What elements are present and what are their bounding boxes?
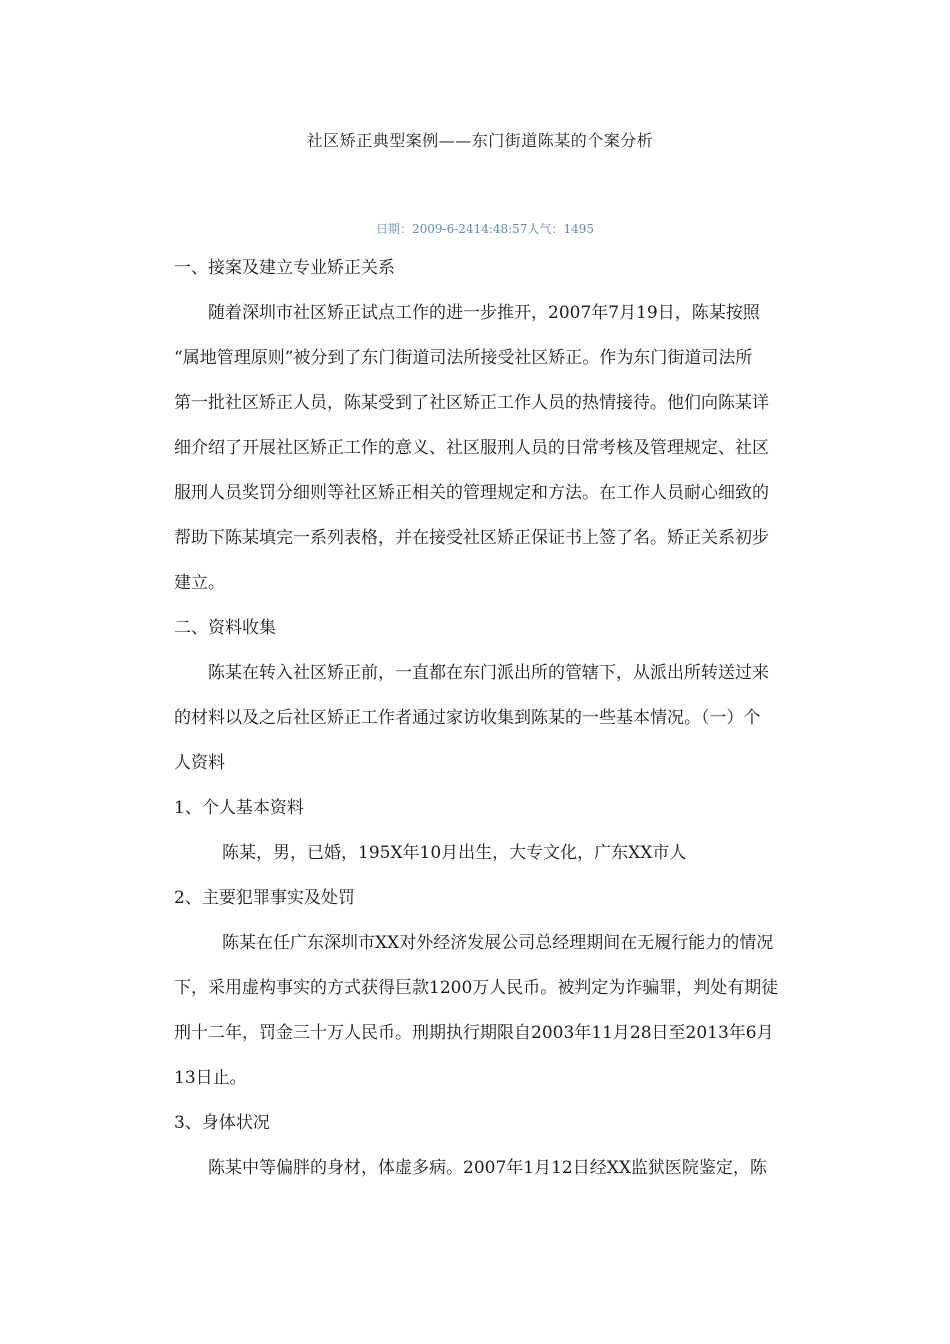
paragraph-line: 刑十二年，罚金三十万人民币。刑期执行期限自2003年11月28日至2013年6月 <box>174 1023 774 1043</box>
subheading-crime-facts: 2、主要犯罪事实及处罚 <box>174 888 355 908</box>
paragraph-line: 陈某，男，已婚，195X年10月出生，大专文化，广东XX市人 <box>222 843 687 863</box>
date-views-meta: 日期：2009-6-2414:48:57人气：1495 <box>376 222 594 236</box>
paragraph-line: “属地管理原则”被分到了东门街道司法所接受社区矫正。作为东门街道司法所 <box>174 348 753 368</box>
subheading-personal-info: 1、个人基本资料 <box>174 798 304 818</box>
paragraph-line: 陈某在任广东深圳市XX对外经济发展公司总经理期间在无履行能力的情况 <box>222 933 774 953</box>
paragraph-line: 13日止。 <box>174 1068 247 1088</box>
document-title: 社区矫正典型案例——东门街道陈某的个案分析 <box>306 131 654 150</box>
section-heading-2: 二、资料收集 <box>174 618 276 638</box>
paragraph-line: 人资料 <box>174 753 225 773</box>
paragraph-line: 陈某中等偏胖的身材，体虚多病。2007年1月12日经XX监狱医院鉴定，陈 <box>208 1158 767 1178</box>
paragraph-line: 的材料以及之后社区矫正工作者通过家访收集到陈某的一些基本情况。（一）个 <box>174 708 761 728</box>
paragraph-line: 建立。 <box>174 573 225 593</box>
paragraph-line: 细介绍了开展社区矫正工作的意义、社区服刑人员的日常考核及管理规定、社区 <box>174 438 769 458</box>
paragraph-line: 第一批社区矫正人员，陈某受到了社区矫正工作人员的热情接待。他们向陈某详 <box>174 393 769 413</box>
paragraph-line: 服刑人员奖罚分细则等社区矫正相关的管理规定和方法。在工作人员耐心细致的 <box>174 483 769 503</box>
paragraph-line: 帮助下陈某填完一系列表格，并在接受社区矫正保证书上签了名。矫正关系初步 <box>174 528 769 548</box>
paragraph-line: 随着深圳市社区矫正试点工作的进一步推开，2007年7月19日，陈某按照 <box>208 303 760 323</box>
paragraph-line: 下，采用虚构事实的方式获得巨款1200万人民币。被判定为诈骗罪，判处有期徒 <box>174 978 779 998</box>
section-heading-1: 一、接案及建立专业矫正关系 <box>174 258 395 278</box>
subheading-health: 3、身体状况 <box>174 1113 270 1133</box>
paragraph-line: 陈某在转入社区矫正前，一直都在东门派出所的管辖下，从派出所转送过来 <box>208 663 769 683</box>
